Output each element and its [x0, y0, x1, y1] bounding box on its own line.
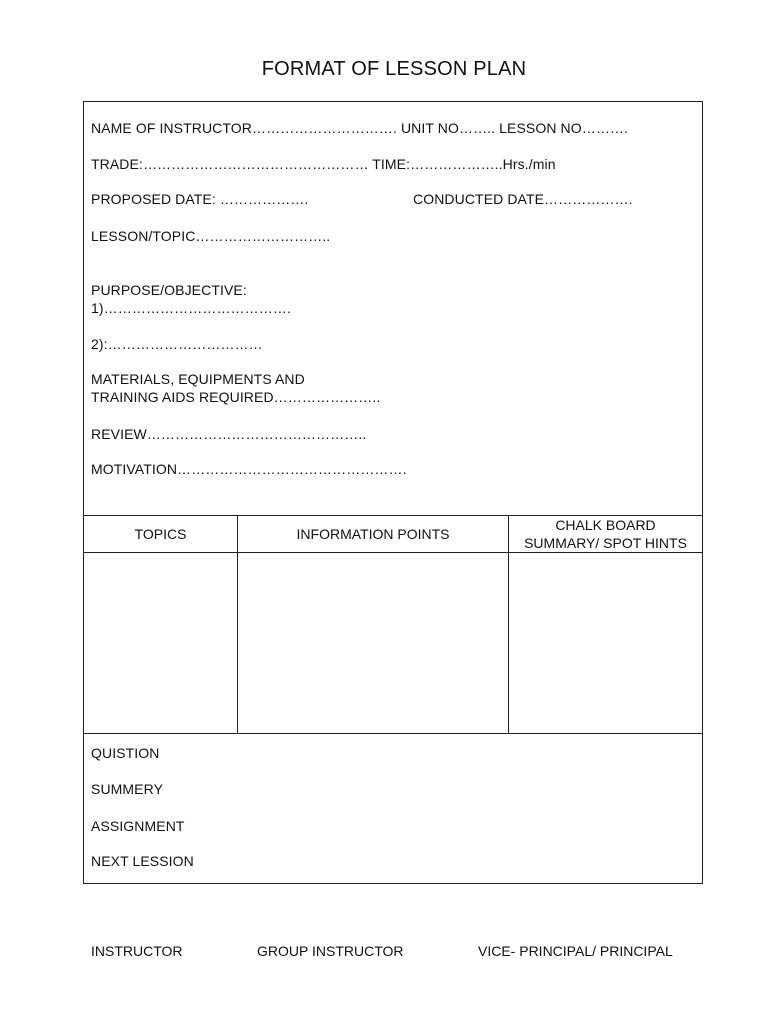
lesson-plan-form — [83, 101, 703, 884]
materials-label: MATERIALS, EQUIPMENTS AND — [91, 371, 305, 387]
training-aids-field: TRAINING AIDS REQUIRED………………….. — [91, 389, 381, 405]
motivation-field: MOTIVATION…………………………………………. — [91, 461, 407, 477]
information-points-header-label: INFORMATION POINTS — [296, 526, 450, 542]
chalk-board-header-line1: CHALK BOARD — [555, 517, 656, 533]
information-points-cell[interactable] — [238, 553, 508, 733]
proposed-date-field: PROPOSED DATE: ………………. — [91, 191, 309, 207]
topics-header-label: TOPICS — [134, 526, 187, 542]
group-instructor-signature-label: GROUP INSTRUCTOR — [257, 943, 404, 959]
instructor-signature-label: INSTRUCTOR — [91, 943, 183, 959]
topics-column-header — [84, 516, 237, 552]
chalk-board-cell[interactable] — [509, 553, 702, 733]
topics-cell[interactable] — [84, 553, 237, 733]
information-points-column-header — [238, 516, 508, 552]
page-title: FORMAT OF LESSON PLAN — [261, 58, 527, 80]
principal-signature-label: VICE- PRINCIPAL/ PRINCIPAL — [478, 943, 673, 959]
review-field: REVIEW……………………………………….. — [91, 426, 367, 442]
question-label: QUISTION — [91, 745, 160, 761]
summary-label: SUMMERY — [91, 781, 164, 797]
trade-time-field: TRADE:………………………………………… TIME:………………..Hrs./min — [91, 156, 556, 172]
name-of-instructor-field: NAME OF INSTRUCTOR…………………………. UNIT NO…….. LESSON NO………. — [91, 120, 629, 136]
next-lesson-label: NEXT LESSION — [91, 853, 194, 869]
chalk-board-column-header — [509, 516, 702, 552]
lesson-topic-field: LESSON/TOPIC……………………….. — [91, 228, 331, 244]
purpose-1-field: 1)…………………………………. — [91, 300, 291, 316]
conducted-date-field: CONDUCTED DATE………………. — [413, 191, 633, 207]
purpose-2-field: 2):…………………………… — [91, 336, 263, 352]
chalk-board-header-line2: SUMMARY/ SPOT HINTS — [524, 535, 687, 551]
table-bottom-divider — [84, 733, 702, 734]
assignment-label: ASSIGNMENT — [91, 818, 185, 834]
purpose-label: PURPOSE/OBJECTIVE: — [91, 282, 247, 298]
